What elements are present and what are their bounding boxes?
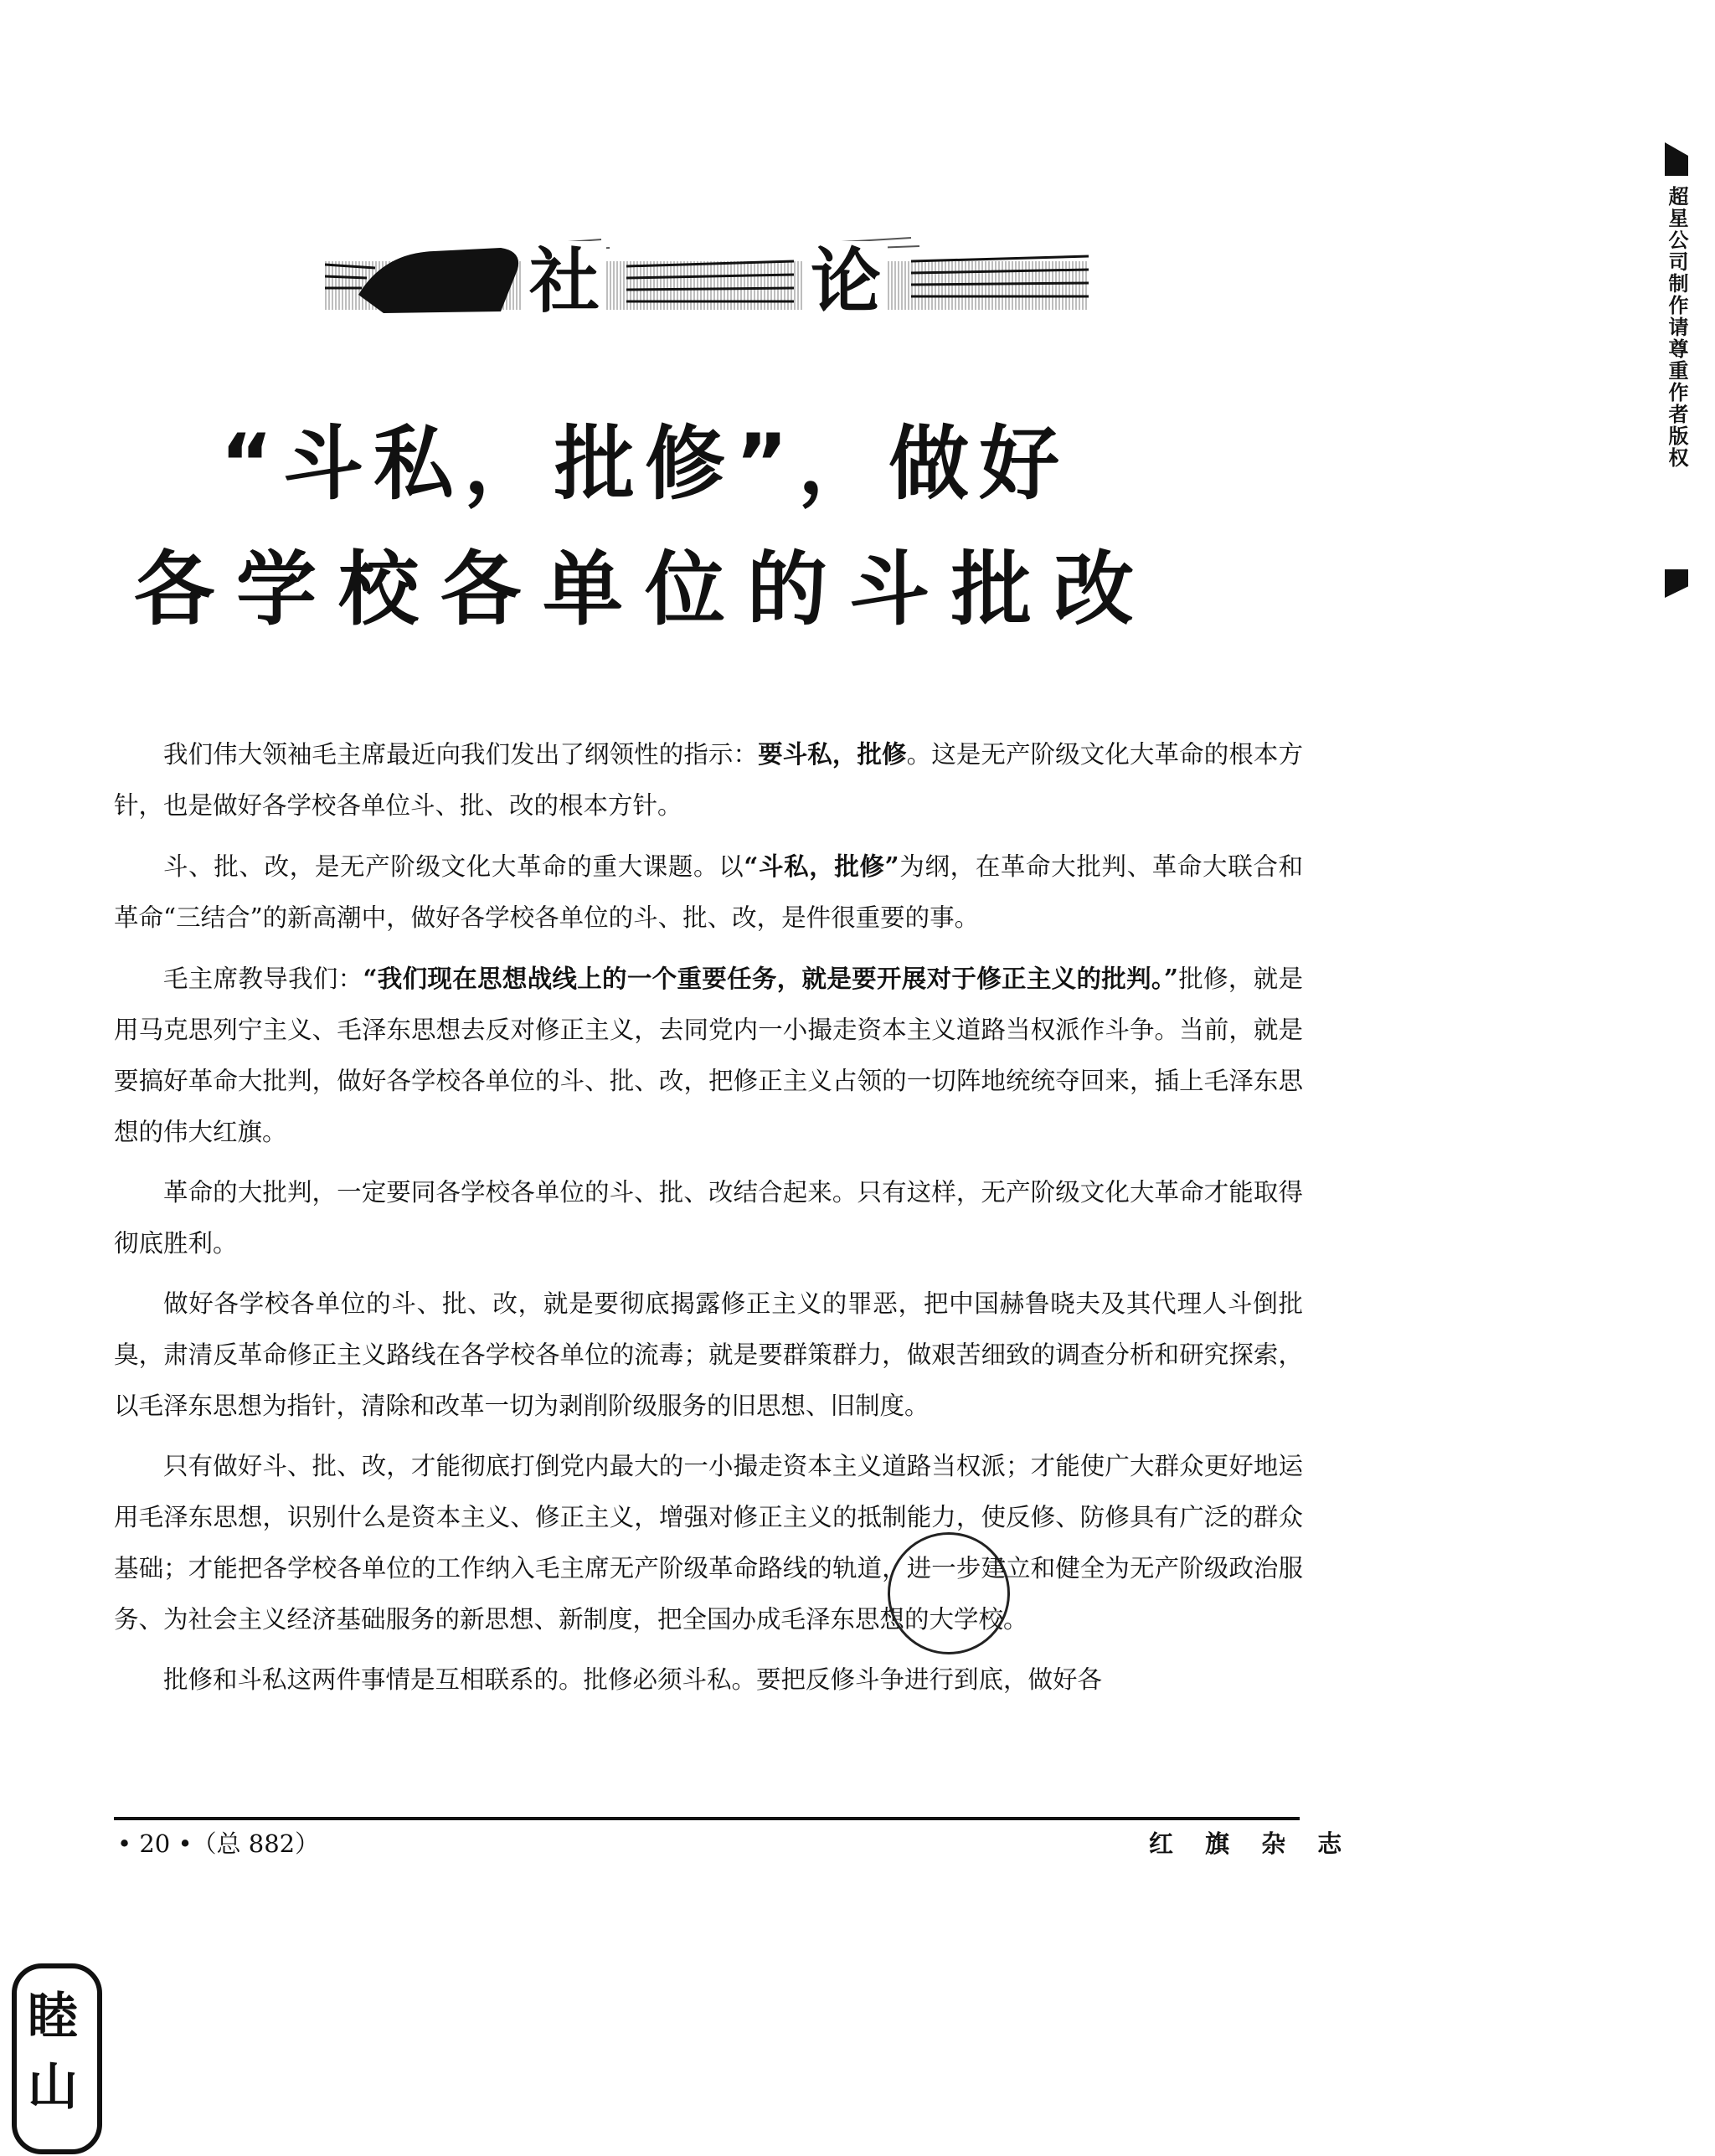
paragraph-5: 做好各学校各单位的斗、批、改，就是要彻底揭露修正主义的罪恶，把中国赫鲁晓夫及其代理人斗倒批臭，肃清反革命修正主义路线在各学校各单位的流毒；就是要群策群力，做艰苦细致的调查分析和研究探索，以毛泽东思想为指针，清除和改革一切为剥削阶级服务的旧思想、旧制度。 (114, 1289, 1303, 1420)
p2-text-a: 斗、批、改，是无产阶级文化大革命的重大课题。以 (163, 852, 744, 881)
hand-drawn-circle (888, 1532, 1010, 1654)
side-watermark-text: 超星公司制作请尊重作者版权 (1665, 186, 1688, 469)
p1-text-a: 我们伟大领袖毛主席最近向我们发出了纲领性的指示： (163, 740, 759, 769)
editorial-banner (325, 236, 1089, 320)
p1-emphasis: 要斗私，批修 (758, 739, 907, 769)
page-number: • 20 •（总 882） (117, 1829, 320, 1858)
p3-text-c: 批修，就是用马克思列宁主义、毛泽东思想去反对修正主义，去同党内一小撮走资本主义道路当权派作斗争。当前，就是要搞好革命大批判，做好各学校各单位的斗、批、改，把修正主义占领的一切阵地统统夺回来，插上毛泽东思想的伟大红旗。 (114, 965, 1303, 1146)
paragraph-6: 只有做好斗、批、改，才能彻底打倒党内最大的一小撮走资本主义道路当权派；才能使广大群众更好地运用毛泽东思想，识别什么是资本主义、修正主义，增强对修正主义的抵制能力，使反修、防修具有广泛的群众基础；才能把各学校各单位的工作纳入毛主席无产阶级革命路线的轨道，进一步建立和健全为无产阶级政治服务、为社会主义经济基础服务的新思想、新制度，把全国办成毛泽东思想的大学校。 (114, 1452, 1303, 1634)
strip-top-mark (1665, 142, 1688, 176)
paragraph-3 (114, 953, 1303, 1158)
p1-text-c: 。这是无产阶级文化大革命的根本方针，也是做好各学校各单位斗、批、改的根本方针。 (114, 740, 1303, 820)
paragraph-1 (114, 728, 1303, 831)
banner-word-1: 社 (523, 241, 606, 322)
p2-emphasis: “斗私，批修” (744, 852, 899, 881)
seal-text: 睦山 (28, 1988, 78, 2117)
footer-rule (114, 1817, 1300, 1820)
p3-quote: “我们现在思想战线上的一个重要任务，就是要开展对于修正主义的批判。” (363, 964, 1178, 993)
flag-shape (358, 248, 518, 313)
headline-line-1: “斗私，批修”，做好 (219, 417, 1070, 511)
strip-bottom-mark (1665, 569, 1688, 598)
paragraph-2 (114, 841, 1303, 944)
p3-text-a: 毛主席教导我们： (163, 965, 363, 993)
banner-word-2: 论 (804, 241, 888, 322)
headline-line-2: 各学校各单位的斗批改 (134, 543, 1156, 636)
paragraph-4: 革命的大批判，一定要同各学校各单位的斗、批、改结合起来。只有这样，无产阶级文化大革命才能取得彻底胜利。 (114, 1178, 1303, 1258)
side-watermark-strip (1656, 134, 1697, 603)
seal-stamp (12, 1963, 95, 2148)
article-body (114, 728, 1303, 1715)
p2-text-c: 为纲，在革命大批判、革命大联合和革命“三结合”的新高潮中，做好各学校各单位的斗、批、改，是件很重要的事。 (114, 852, 1303, 932)
paragraph-7: 批修和斗私这两件事情是互相联系的。批修必须斗私。要把反修斗争进行到底，做好各 (163, 1665, 1103, 1694)
journal-name: 红 旗 杂 志 (1149, 1829, 1354, 1858)
banner-rays (325, 236, 1089, 320)
